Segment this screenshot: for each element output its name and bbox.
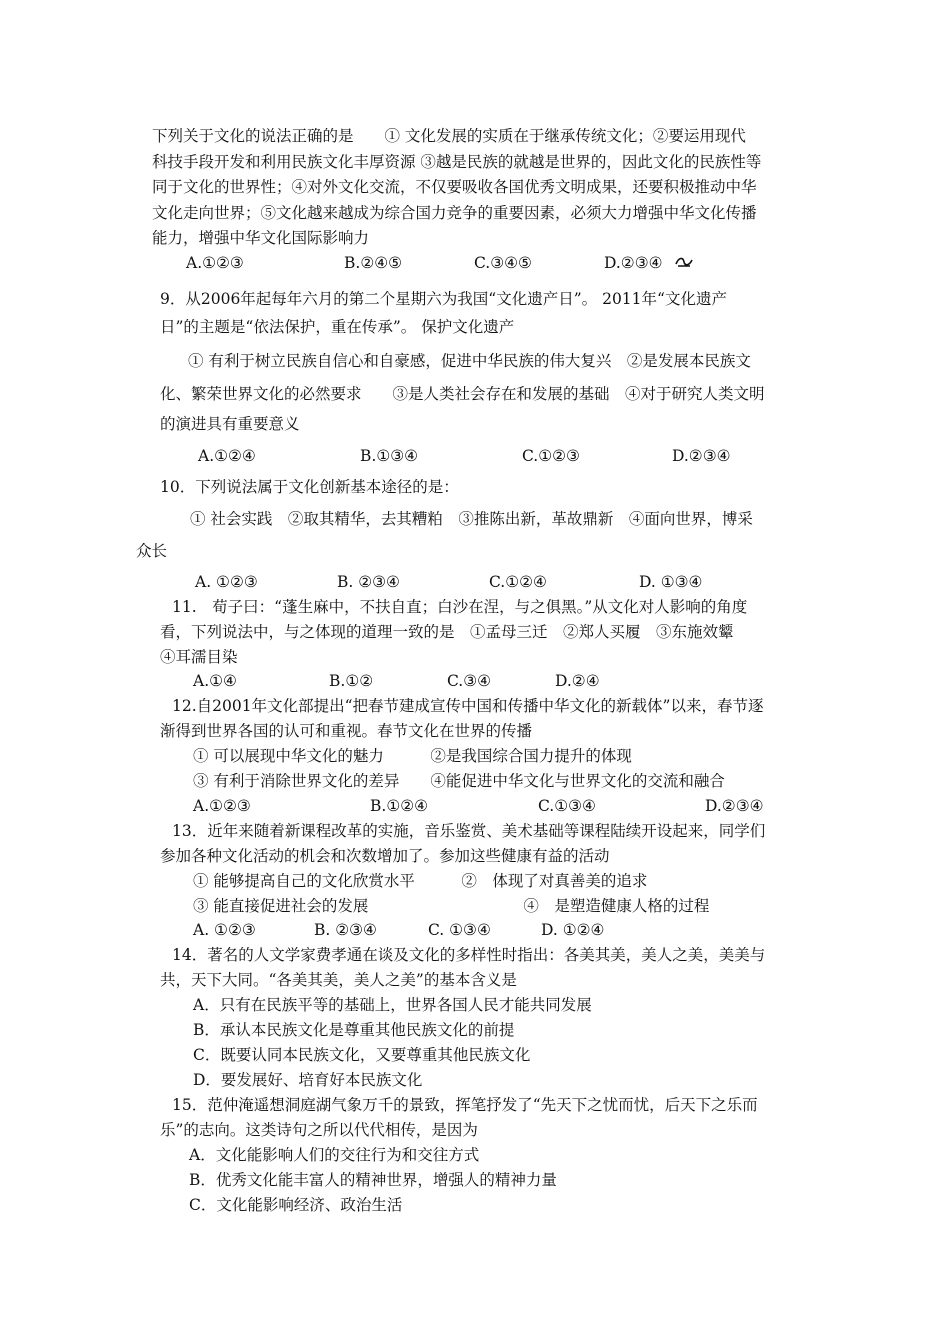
question-13-option-a: A. ①②③ [193, 921, 256, 939]
question-12-option-b: B.①②④ [370, 797, 429, 815]
question-12-line: 渐得到世界各国的认可和重视。春节文化在世界的传播 [160, 722, 533, 740]
question-9-line: 化、繁荣世界文化的必然要求 ③是人类社会存在和发展的基础 ④对于研究人类文明 [160, 385, 765, 403]
question-12-line: 12.自2001年文化部提出“把春节建成宣传中国和传播中华文化的新载体”以来，春节逐 [172, 697, 764, 715]
question-11-line: 11. 荀子曰：“蓬生麻中，不扶自直；白沙在涅，与之俱黑。”从文化对人影响的角度 [172, 598, 748, 616]
question-11-line: ④耳濡目染 [160, 648, 238, 666]
question-8-option-a: A.①②③ [186, 254, 244, 272]
question-8-line: 下列关于文化的说法正确的是 ① 文化发展的实质在于继承传统文化；②要运用现代 [152, 127, 746, 145]
question-8-line: 能力，增强中华文化国际影响力 [152, 229, 370, 247]
question-12-option-c: C.①③④ [538, 797, 596, 815]
question-15-option-b: B．优秀文化能丰富人的精神世界，增强人的精神力量 [189, 1171, 557, 1189]
question-9-option-c: C.①②③ [522, 447, 580, 465]
question-13-line: ③ 能直接促进社会的发展 ④ 是塑造健康人格的过程 [193, 897, 710, 915]
question-10-option-c: C.①②④ [489, 573, 547, 591]
question-13-option-c: C. ①③④ [428, 921, 491, 939]
question-11-line: 看，下列说法中，与之体现的道理一致的是 ①孟母三迁 ②郑人买履 ③东施效颦 [160, 623, 734, 641]
question-9-line: ① 有利于树立民族自信心和自豪感，促进中华民族的伟大复兴 ②是发展本民族文 [188, 352, 751, 370]
question-8-line: 科技手段开发和利用民族文化丰厚资源 ③越是民族的就越是世界的，因此文化的民族性等 [152, 153, 762, 171]
question-11-option-c: C.③④ [447, 672, 492, 690]
question-14-option-a: A．只有在民族平等的基础上，世界各国人民才能共同发展 [193, 996, 592, 1014]
question-12-line: ③ 有利于消除世界文化的差异 ④能促进中华文化与世界文化的交流和融合 [193, 772, 725, 790]
question-12-option-a: A.①②③ [193, 797, 251, 815]
question-13-line: 参加各种文化活动的机会和次数增加了。参加这些健康有益的活动 [160, 847, 610, 865]
question-12-line: ① 可以展现中华文化的魅力 ②是我国综合国力提升的体现 [193, 747, 632, 765]
question-8-option-b: B.②④⑤ [344, 254, 403, 272]
question-15-line: 15．范仲淹遥想洞庭湖气象万千的景致，挥笔抒发了“先天下之忧而忧，后天下之乐而 [172, 1096, 758, 1114]
question-14-line: 共，天下大同。“各美其美，美人之美”的基本含义是 [160, 971, 517, 989]
question-10-option-b: B. ②③④ [337, 573, 400, 591]
question-10-line: 10．下列说法属于文化创新基本途径的是： [160, 478, 459, 496]
question-9-line: 的演进具有重要意义 [160, 415, 300, 433]
question-15-option-a: A．文化能影响人们的交往行为和交往方式 [189, 1146, 480, 1164]
question-14-line: 14．著名的人文学家费孝通在谈及文化的多样性时指出：各美其美，美人之美，美美与 [172, 946, 766, 964]
question-13-option-d: D. ①②④ [541, 921, 605, 939]
question-10-line: 众长 [136, 542, 168, 560]
question-13-option-b: B. ②③④ [314, 921, 377, 939]
question-10-line: ① 社会实践 ②取其精华，去其糟粕 ③推陈出新，革故鼎新 ④面向世界，博采 [190, 510, 753, 528]
question-13-line: ① 能够提高自己的文化欣赏水平 ② 体现了对真善美的追求 [193, 872, 648, 890]
question-8-option-c: C.③④⑤ [474, 254, 532, 272]
question-11-option-d: D.②④ [555, 672, 600, 690]
question-9-line: 9．从2006年起每年六月的第二个星期六为我国“文化遗产日”。 2011年“文化遗产 [160, 290, 727, 308]
question-10-option-a: A. ①②③ [195, 573, 258, 591]
question-14-option-c: C．既要认同本民族文化，又要尊重其他民族文化 [193, 1046, 531, 1064]
question-15-line: 乐”的志向。这类诗句之所以代代相传，是因为 [160, 1121, 478, 1139]
question-14-option-b: B．承认本民族文化是尊重其他民族文化的前提 [193, 1021, 515, 1039]
question-9-line: 日”的主题是“依法保护，重在传承”。 保护文化遗产 [160, 318, 515, 336]
question-9-option-d: D.②③④ [672, 447, 731, 465]
question-11-option-a: A.①④ [193, 672, 237, 690]
question-8-line: 同于文化的世界性；④对外文化交流，不仅要吸收各国优秀文明成果，还要积极推动中华 [152, 178, 757, 196]
question-9-option-b: B.①③④ [360, 447, 419, 465]
question-15-option-c: C．文化能影响经济、政治生活 [189, 1196, 403, 1214]
question-14-option-d: D．要发展好、培育好本民族文化 [193, 1071, 423, 1089]
question-12-option-d: D.②③④ [705, 797, 764, 815]
question-13-line: 13．近年来随着新课程改革的实施，音乐鉴赏、美术基础等课程陆续开设起来，同学们 [172, 822, 766, 840]
question-9-option-a: A.①②④ [198, 447, 256, 465]
question-8-line: 文化走向世界；⑤文化越来越成为综合国力竞争的重要因素，必须大力增强中华文化传播 [152, 204, 757, 222]
question-11-option-b: B.①② [329, 672, 374, 690]
question-8-option-d: D.②③④ [604, 254, 663, 272]
question-10-option-d: D. ①③④ [639, 573, 703, 591]
scribble-mark-icon [674, 254, 694, 274]
